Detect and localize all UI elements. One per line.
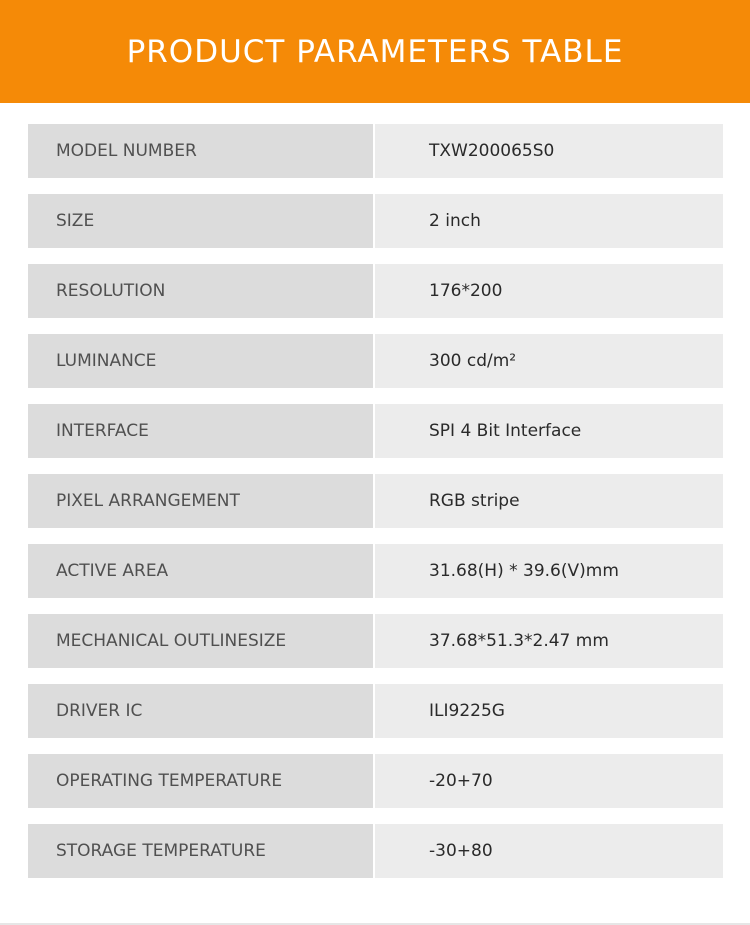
table-row [28,334,723,388]
parameter-label: LUMINANCE [28,334,373,388]
table-row [28,824,723,878]
table-row [28,544,723,598]
table-row [28,474,723,528]
table-row [28,404,723,458]
parameter-value: TXW200065S0 [375,124,723,178]
parameter-label: RESOLUTION [28,264,373,318]
table-row [28,124,723,178]
page-title: PRODUCT PARAMETERS TABLE [126,33,624,70]
parameter-value: ILI9225G [375,684,723,738]
table-row [28,264,723,318]
parameter-label: DRIVER IC [28,684,373,738]
parameter-label: OPERATING TEMPERATURE [28,754,373,808]
parameter-value: -30+80 [375,824,723,878]
header-banner [0,0,750,103]
parameter-label: MODEL NUMBER [28,124,373,178]
parameter-value: SPI 4 Bit Interface [375,404,723,458]
parameters-table [28,124,723,894]
parameter-value: 2 inch [375,194,723,248]
parameter-value: 176*200 [375,264,723,318]
table-row [28,614,723,668]
parameter-value: 300 cd/m² [375,334,723,388]
parameter-label: MECHANICAL OUTLINESIZE [28,614,373,668]
parameter-value: RGB stripe [375,474,723,528]
parameter-value: -20+70 [375,754,723,808]
parameter-label: ACTIVE AREA [28,544,373,598]
table-row [28,754,723,808]
parameter-label: INTERFACE [28,404,373,458]
parameter-value: 37.68*51.3*2.47 mm [375,614,723,668]
parameter-label: PIXEL ARRANGEMENT [28,474,373,528]
table-row [28,684,723,738]
parameter-label: SIZE [28,194,373,248]
parameter-value: 31.68(H) * 39.6(V)mm [375,544,723,598]
parameter-label: STORAGE TEMPERATURE [28,824,373,878]
table-row [28,194,723,248]
